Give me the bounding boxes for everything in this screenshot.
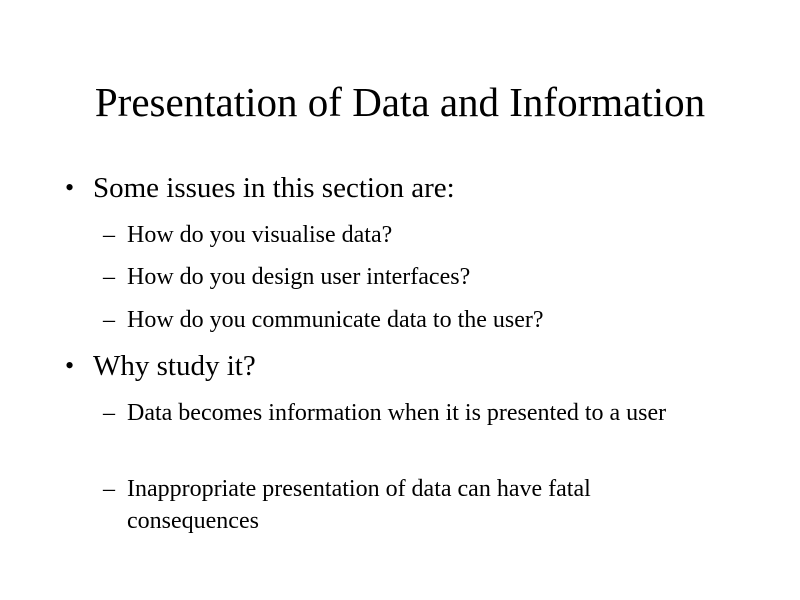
dash-icon: –: [103, 307, 115, 333]
bullet-item-why: [65, 348, 256, 384]
subitem-inappropriate: [103, 473, 707, 537]
bullet-icon: •: [65, 173, 75, 202]
subitem-design: [103, 261, 727, 293]
bullet-item-issues: [65, 170, 455, 206]
dash-icon: –: [103, 264, 115, 290]
dash-icon: –: [103, 222, 115, 248]
dash-icon: –: [103, 476, 115, 502]
slide-title: Presentation of Data and Information: [94, 79, 706, 125]
bullet-text: Why study it?: [93, 350, 256, 382]
bullet-text: Some issues in this section are:: [93, 172, 455, 204]
dash-icon: –: [103, 400, 115, 426]
subitem-visualise: [103, 219, 727, 251]
bullet-icon: •: [65, 351, 75, 380]
subitem-text: How do you communicate data to the user?: [127, 307, 544, 333]
subitem-text: How do you visualise data?: [127, 222, 393, 248]
subitem-text: How do you design user interfaces?: [127, 264, 471, 290]
subitem-communicate: [103, 304, 727, 336]
subitem-text: Data becomes information when it is presented to a user: [127, 400, 667, 426]
subitem-text: Inappropriate presentation of data can have fatal consequences: [127, 476, 591, 534]
subitem-data-becomes-info: [103, 397, 727, 429]
